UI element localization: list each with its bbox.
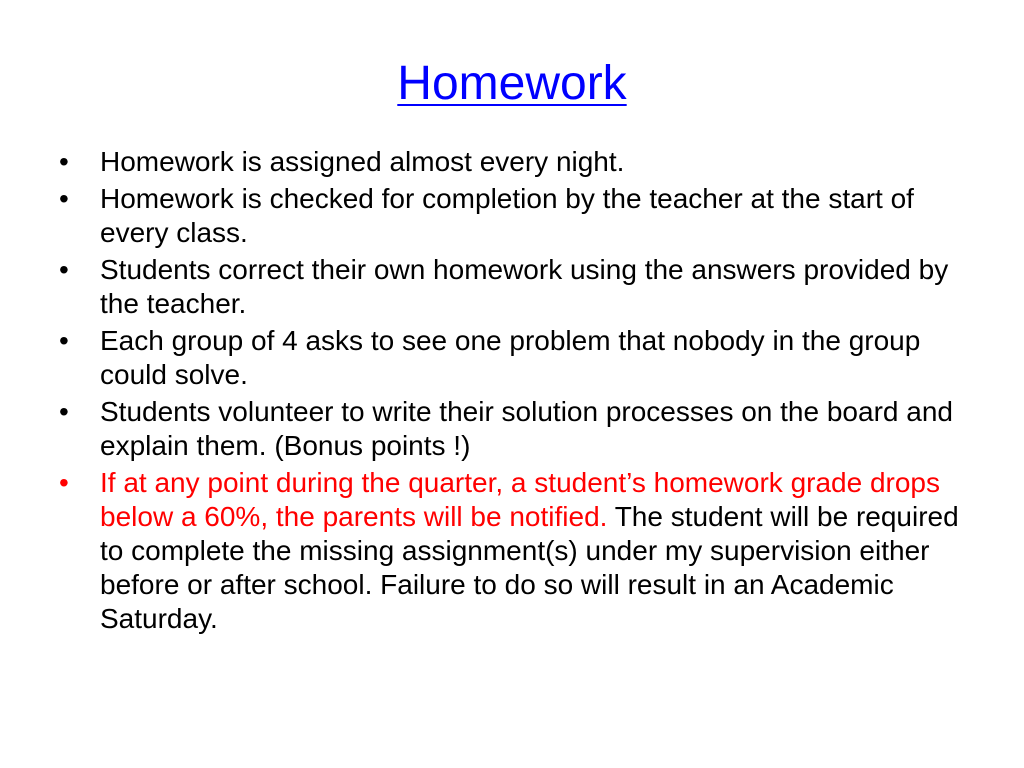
bullet-text: Students correct their own homework using the answers provided by the teacher.	[100, 254, 949, 319]
bullet-item	[59, 253, 969, 321]
bullet-list	[59, 145, 969, 639]
title-container	[0, 56, 1024, 111]
bullet-marker: •	[59, 396, 69, 427]
bullet-item	[59, 182, 969, 250]
bullet-item-policy	[59, 466, 969, 636]
bullet-marker: •	[59, 254, 69, 285]
bullet-text: Each group of 4 asks to see one problem that nobody in the group could solve.	[100, 325, 921, 390]
bullet-highlight-text: If at any point during the quarter, a student’s homework grade drops below a 60%, the parents will be notified.	[100, 467, 940, 532]
bullet-marker: •	[59, 146, 69, 177]
bullet-item	[59, 145, 969, 179]
bullet-marker: •	[59, 467, 69, 498]
slide-title-link[interactable]: Homework	[397, 57, 627, 110]
bullet-marker: •	[59, 325, 69, 356]
bullet-marker: •	[59, 183, 69, 214]
bullet-item	[59, 324, 969, 392]
bullet-text: Homework is assigned almost every night.	[100, 146, 625, 177]
bullet-text: Students volunteer to write their solution processes on the board and explain them. (Bonus points !)	[100, 396, 953, 461]
bullet-text: Homework is checked for completion by the teacher at the start of every class.	[100, 183, 914, 248]
bullet-item	[59, 395, 969, 463]
bullet-text: The student will be required to complete the missing assignment(s) under my supervision either before or after school. Failure to do so will result in an Academic Saturday.	[100, 501, 959, 634]
